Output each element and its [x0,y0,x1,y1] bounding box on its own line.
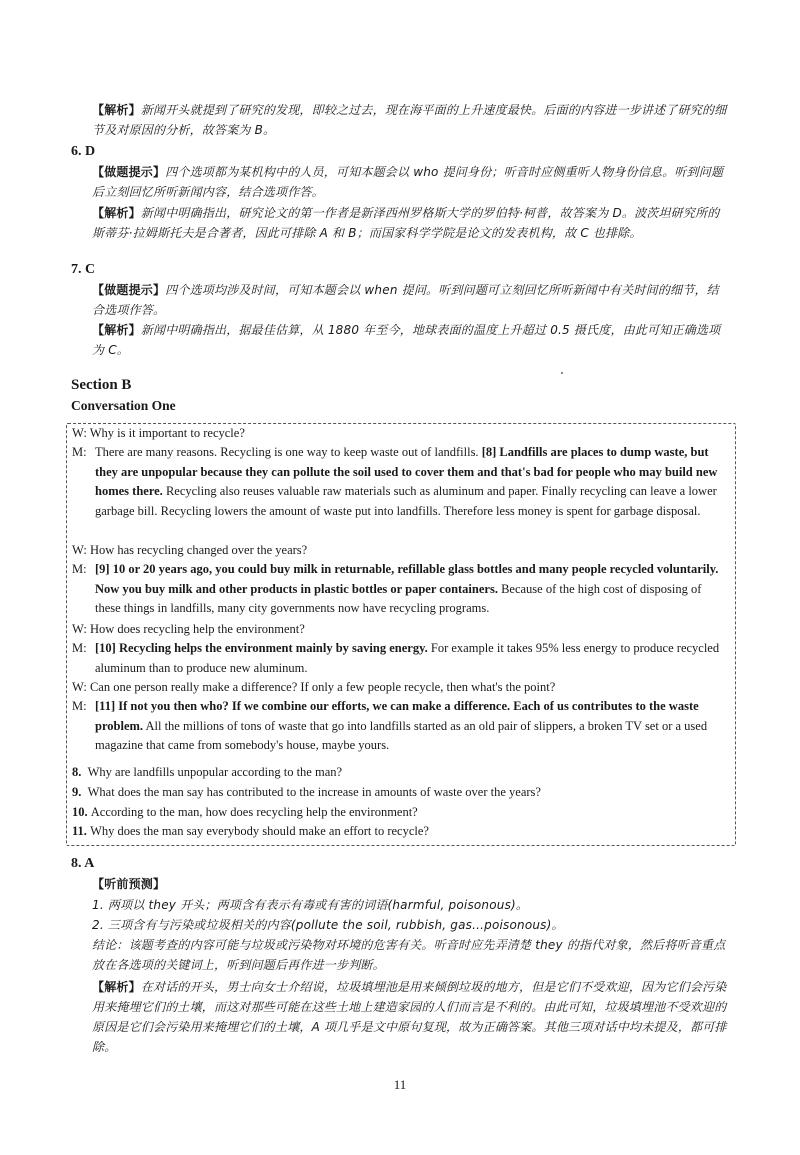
speaker-w: W: [72,680,87,694]
answer-tag: [9] [95,562,110,576]
prediction-conclusion: 结论：该题考查的内容可能与垃圾或污染物对环境的危害有关。听音时应先弄清楚 they 的指代对象，然后将听音重点放在各选项的关键词上，听到问题后再作进一步判断。 [92,938,726,972]
tip-text: 四个选项均涉及时间，可知本题会以 when 提问。听到问题可立刻回忆所听新闻中有关时间的细节，结合选项作答。 [92,283,719,317]
prediction-1: 1. 两项以 they 开头；两项含有表示有毒或有害的词语(harmful, poisonous)。 [92,898,529,912]
question-6-answer: D [85,144,96,159]
question-7-number: 7. C [71,262,96,277]
question-6-analysis [92,203,728,243]
key-sentence: 10 or 20 years ago, you could buy milk in returnable, refillable glass bottles and many people recycled voluntarily. Now you buy milk and other products in plastic bottles or paper containers. [95,562,719,596]
dialogue-w3 [72,620,728,640]
dialogue-text: All the millions of tons of waste that go into landfills started as an old pair of slippers, a broken TV set or a used magazine that came from somebody's house, maybe yours. [95,718,708,753]
speaker-m: M: [72,445,87,459]
dialogue-text: Recycling also reuses valuable raw materials such as aluminum and paper. Finally recycling can leave a lower garbage bill. Recycling lowers the amount of waste put into landfills. Therefore less money is spent for garbage disposal. [95,484,717,518]
tip-label: 【做题提示】 [92,165,166,179]
dialogue-text: Why is it important to recycle? [89,426,245,440]
tip-label: 【做题提示】 [92,283,166,297]
analysis-label: 【解析】 [92,206,141,220]
analysis-paragraph-5 [92,100,728,140]
question-7-tip [92,280,728,320]
dialogue-m3-text [95,639,727,678]
dialogue-w2 [72,541,728,561]
analysis-label: 【解析】 [92,103,141,117]
speaker-w: W: [72,622,87,636]
analysis-label: 【解析】 [92,980,141,994]
answer-tag: [11] [95,699,116,713]
key-sentence: Landfills are places to dump waste, but they are unpopular because they can pollute the soil used to cover them and that's bad for people who may build new homes there. [95,445,718,499]
analysis-text: 新闻开头就提到了研究的发现，即较之过去，现在海平面的上升速度最快。后面的内容进一步讲述了研究的细节及对原因的分析，故答案为 B。 [92,103,727,137]
question-7-answer: C [85,262,96,277]
pre-listening-label: 【听前预测】 [92,877,166,891]
speaker-w: W: [72,426,87,440]
tip-text: 四个选项都为某机构中的人员，可知本题会以 who 提问身份；听音时应侧重听人物身份信息。听到问题后立刻回忆所听新闻内容，结合选项作答。 [92,165,724,199]
dialogue-text: There are many reasons. Recycling is one way to keep waste out of landfills. [95,445,479,459]
dialogue-w1 [72,424,728,444]
question-line-8: 8. Why are landfills unpopular according to the man? [72,765,343,779]
analysis-label: 【解析】 [92,323,141,337]
conversation-title: Conversation One [71,398,176,413]
question-line-10: 10. According to the man, how does recycling help the environment? [72,805,418,819]
dialogue-w4 [72,678,728,698]
answer-tag: [10] [95,641,116,655]
prediction-2: 2. 三项含有与污染或垃圾相关的内容(pollute the soil, rubbish, gas...poisonous)。 [92,918,564,932]
dialogue-text: Because of the high cost of disposing of these things in landfills, many city governments now have recycling programs. [95,581,702,616]
speaker-m: M: [72,641,87,655]
dialogue-m2-text [95,560,727,619]
question-6-number: 6. D [71,144,96,159]
question-8-number: 8. A [71,856,95,871]
dialogue-text: For example it takes 95% less energy to produce recycled aluminum than to produce new aluminum. [95,641,720,675]
question-8-analysis [92,977,728,1057]
analysis-text: 新闻中明确指出，研究论文的第一作者是新泽西州罗格斯大学的罗伯特·柯普，故答案为 D。波茨坦研究所的斯蒂芬·拉姆斯托夫是合著者，因此可排除 A 和 B；而国家科学学院是论文的发表机构，故 C 也排除。 [92,206,720,240]
section-title: Section B [71,377,132,393]
dialogue-text: How does recycling help the environment? [89,622,305,636]
analysis-text: 在对话的开头，男士向女士介绍说，垃圾填埋池是用来倾倒垃圾的地方，但是它们不受欢迎，因为它们会污染用来掩埋它们的土壤，而这对那些可能在这些土地上建造家园的人们而言是不利的。由此可知，垃圾填埋池不受欢迎的原因是它们会污染用来掩埋它们的土壤，A 项几乎是文中原句复现，故为正确答案。其他三项对话中均未提及，都可排除。 [92,980,727,1054]
speaker-m: M: [72,562,87,576]
dialogue-text: Can one person really make a difference? If only a few people recycle, then what's the point? [89,680,556,694]
analysis-text: 新闻中明确指出，据最佳估算，从 1880 年至今，地球表面的温度上升超过 0.5 摄氏度，由此可知正确选项为 C。 [92,323,721,357]
question-line-9: 9. What does the man say has contributed to the increase in amounts of waste over the years? [72,785,541,799]
dialogue-m1-text [95,443,727,521]
key-sentence: If not you then who? If we combine our efforts, we can make a difference. Each of us contributes to the waste problem. [95,699,699,733]
speaker-w: W: [72,543,87,557]
question-6-tip [92,162,728,202]
question-line-11: 11. Why does the man say everybody should make an effort to recycle? [72,824,429,838]
question-7-analysis [92,320,728,360]
key-sentence: Recycling helps the environment mainly by saving energy. [118,641,428,655]
question-8-answer: A [84,856,95,871]
speaker-m: M: [72,699,87,713]
dialogue-m4-text [95,697,727,756]
page-number: 11 [393,1077,407,1092]
answer-tag: [8] [481,445,497,459]
dialogue-text: How has recycling changed over the years? [89,543,308,557]
scan-speck [561,372,563,374]
